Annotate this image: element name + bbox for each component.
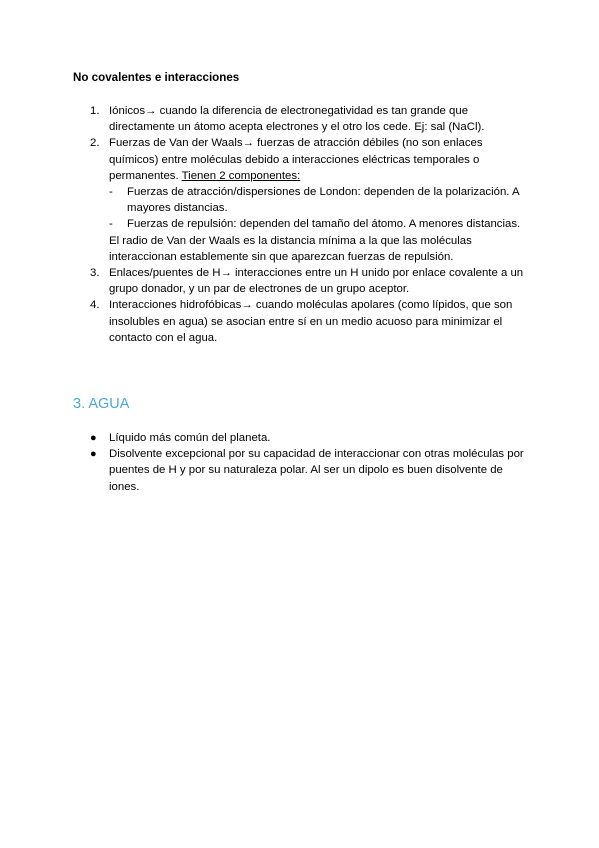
list-item-text: Interacciones hidrofóbicas→ cuando moléculas apolares (como lípidos, que son insolubles en agua) se asocian entre sí en un medio acuoso para minimizar el contacto con el agua. xyxy=(109,299,513,344)
list-number: 2. xyxy=(90,137,100,150)
numbered-list xyxy=(73,103,533,346)
section-title: 3. AGUA xyxy=(73,396,130,412)
bullet-icon: ● xyxy=(90,432,97,444)
list-item-text: Iónicos→ cuando la diferencia de electronegatividad es tan grande que directamente un átomo acepta electrones y el otro los cede. Ej: sal (NaCl). xyxy=(109,105,485,134)
dash-list-item xyxy=(109,216,533,232)
bullet-list xyxy=(73,430,533,495)
list-number: 3. xyxy=(90,267,100,280)
list-item-paragraph: El radio de Van der Waals es la distancia mínima a la que las moléculas interaccionan establemente sin que aparezcan fuerzas de repulsión. xyxy=(109,234,472,263)
dash-item-text: Fuerzas de atracción/dispersiones de London: dependen de la polarización. A mayores distancias. xyxy=(127,186,519,215)
list-number: 4. xyxy=(90,299,100,312)
list-item xyxy=(73,135,533,265)
list-item xyxy=(73,297,533,346)
list-item-text: Disolvente excepcional por su capacidad de interaccionar con otras moléculas por puentes de H y por su naturaleza polar. Al ser un dipolo es buen disolvente de iones. xyxy=(109,448,524,493)
dash-list xyxy=(109,184,533,233)
list-item-text: Líquido más común del planeta. xyxy=(109,432,271,444)
dash-list-item xyxy=(109,184,533,216)
list-item xyxy=(73,265,533,297)
list-item xyxy=(73,446,533,495)
list-item-text: Fuerzas de Van der Waals→ fuerzas de atracción débiles (no son enlaces químicos) entre moléculas debido a interacciones eléctricas temporales o permanentes. xyxy=(109,137,483,182)
list-item xyxy=(73,430,533,446)
underlined-text: Tienen 2 componentes: xyxy=(181,169,301,182)
dash-item-text: Fuerzas de repulsión: dependen del tamaño del átomo. A menores distancias. xyxy=(127,218,521,231)
section-heading: No covalentes e interacciones xyxy=(73,71,240,84)
list-number: 1. xyxy=(90,105,100,117)
list-item xyxy=(73,103,533,135)
bullet-icon: ● xyxy=(90,448,97,461)
list-item-text: Enlaces/puentes de H→ interacciones entre un H unido por enlace covalente a un grupo donador, y un par de electrones de un grupo aceptor. xyxy=(109,267,524,296)
dash-marker: - xyxy=(109,218,113,231)
dash-marker: - xyxy=(109,186,113,199)
